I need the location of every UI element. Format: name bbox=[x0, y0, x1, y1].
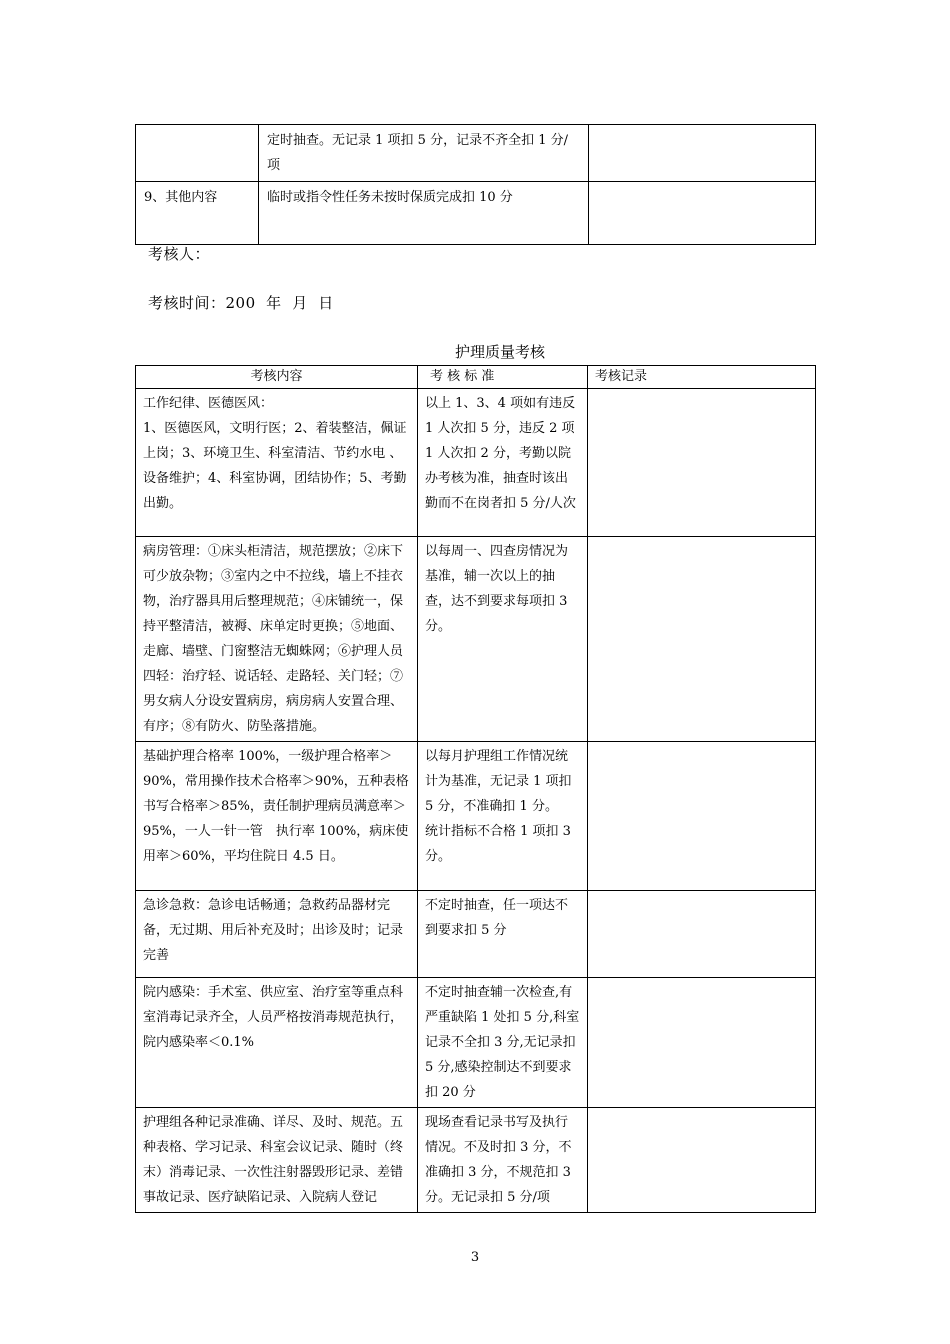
cell-standard: 以上 1、3、4 项如有违反 1 人次扣 5 分，违反 2 项 1 人次扣 2 分，考勤以院办考核为准，抽查时该出勤而不在岗者扣 5 分/人次 bbox=[418, 389, 588, 537]
nursing-quality-table bbox=[135, 365, 816, 1213]
header-row bbox=[136, 366, 816, 389]
table-row bbox=[136, 182, 816, 245]
table-row bbox=[136, 891, 816, 978]
review-date-label: 考核时间：200 年 月 日 bbox=[148, 294, 334, 312]
cell-content: 工作纪律、医德医风： 1、医德医风，文明行医；2、着装整洁，佩证上岗；3、环境卫生、科室清洁、节约水电 、设备维护；4、科室协调，团结协作；5、考勤出勤。 bbox=[136, 389, 418, 537]
cell-record bbox=[588, 742, 816, 891]
table-row bbox=[136, 742, 816, 891]
cell-content: 急诊急救：急诊电话畅通；急救药品器材完备，无过期、用后补充及时；出诊及时；记录完善 bbox=[136, 891, 418, 978]
header-record: 考核记录 bbox=[588, 366, 816, 389]
cell-category bbox=[136, 125, 259, 182]
cell-standard: 不定时抽查，任一项达不到要求扣 5 分 bbox=[418, 891, 588, 978]
cell-standard: 定时抽查。无记录 1 项扣 5 分，记录不齐全扣 1 分/项 bbox=[259, 125, 589, 182]
table-row bbox=[136, 389, 816, 537]
cell-record bbox=[588, 978, 816, 1108]
cell-standard: 临时或指令性任务未按时保质完成扣 10 分 bbox=[259, 182, 589, 245]
cell-standard: 以每月护理组工作情况统计为基准，无记录 1 项扣 5 分，不准确扣 1 分。 统计指标不合格 1 项扣 3 分。 bbox=[418, 742, 588, 891]
header-content: 考核内容 bbox=[136, 366, 418, 389]
cell-content: 基础护理合格率 100%，一级护理合格率＞90%，常用操作技术合格率＞90%，五种表格书写合格率＞85%，责任制护理病员满意率＞95%，一人一针一管 执行率 100%，病床使用率＞60%，平均住院日 4.5 日。 bbox=[136, 742, 418, 891]
cell-standard: 以每周一、四查房情况为基准，辅一次以上的抽查，达不到要求每项扣 3 分。 bbox=[418, 537, 588, 742]
cell-standard: 不定时抽查辅一次检查,有严重缺陷 1 处扣 5 分,科室记录不全扣 3 分,无记录扣 5 分,感染控制达不到要求扣 20 分 bbox=[418, 978, 588, 1108]
table-row bbox=[136, 537, 816, 742]
table-row bbox=[136, 125, 816, 182]
cell-content: 病房管理：①床头柜清洁，规范摆放；②床下可少放杂物；③室内之中不拉线，墙上不挂衣物，治疗器具用后整理规范；④床铺统一，保持平整清洁，被褥、床单定时更换；⑤地面、走廊、墙壁、门窗整洁无蜘蛛网；⑥护理人员四轻：治疗轻、说话轻、走路轻、关门轻；⑦男女病人分设安置病房，病房病人安置合理、有序；⑧有防火、防坠落措施。 bbox=[136, 537, 418, 742]
page-number: 3 bbox=[470, 1250, 480, 1265]
table-title: 护理质量考核 bbox=[454, 343, 545, 361]
cell-record bbox=[588, 537, 816, 742]
cell-record bbox=[588, 1108, 816, 1213]
cell-record bbox=[588, 389, 816, 537]
cell-record bbox=[588, 891, 816, 978]
table-row bbox=[136, 1108, 816, 1213]
cell-category: 9、其他内容 bbox=[136, 182, 259, 245]
cell-content: 护理组各种记录准确、详尽、及时、规范。五种表格、学习记录、科室会议记录、随时（终末）消毒记录、一次性注射器毁形记录、差错事故记录、医疗缺陷记录、入院病人登记 bbox=[136, 1108, 418, 1213]
top-table bbox=[135, 124, 816, 245]
cell-record bbox=[589, 125, 816, 182]
reviewer-label: 考核人： bbox=[148, 245, 211, 263]
header-standard: 考 核 标 准 bbox=[418, 366, 588, 389]
table-row bbox=[136, 978, 816, 1108]
cell-content: 院内感染：手术室、供应室、治疗室等重点科室消毒记录齐全，人员严格按消毒规范执行，院内感染率＜0.1% bbox=[136, 978, 418, 1108]
cell-standard: 现场查看记录书写及执行情况。不及时扣 3 分，不准确扣 3 分，不规范扣 3 分。无记录扣 5 分/项 bbox=[418, 1108, 588, 1213]
cell-record bbox=[589, 182, 816, 245]
